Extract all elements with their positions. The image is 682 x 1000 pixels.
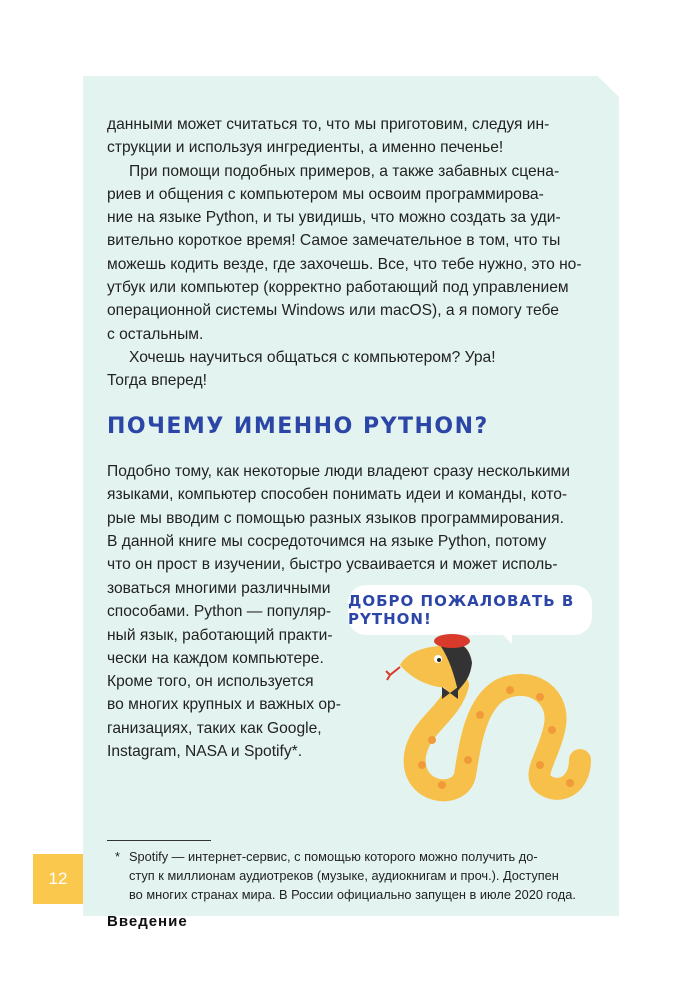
text-line: ный язык, работающий практи- <box>107 626 333 644</box>
python-paragraph-continued <box>107 577 367 763</box>
text-line: вительно короткое время! Самое замечательное в том, что ты <box>107 232 561 250</box>
text-line: При помощи подобных примеров, а также забавных сцена- <box>129 162 560 180</box>
snake-illustration <box>380 625 600 820</box>
text-line: ние на языке Python, и ты увидишь, что можно создать за уди- <box>107 209 561 227</box>
page-number <box>33 854 83 904</box>
footnote-rule <box>107 840 211 841</box>
text-line: данными может считаться то, что мы приготовим, следуя ин- <box>107 116 550 133</box>
footnote-line: ступ к миллионам аудиотреков (музыке, аудиокнигам и проч.). Доступен <box>129 868 559 883</box>
text-line: чески на каждом компьютере. <box>107 649 324 667</box>
text-line: во многих крупных и важных ор- <box>107 696 341 714</box>
speech-bubble-text: ДОБРО ПОЖАЛОВАТЬ В PYTHON! <box>348 592 575 628</box>
text-line: В данной книге мы сосредоточимся на языке Python, потому <box>107 532 547 550</box>
beret <box>434 634 470 648</box>
text-line: риев и общения с компьютером мы освоим программирова- <box>107 185 544 203</box>
snake-body <box>415 685 580 790</box>
text-line: зоваться многими различными <box>107 580 331 597</box>
footnote-line: во многих странах мира. В России официально запущен в июле 2020 года. <box>129 887 576 902</box>
text-line: с остальным. <box>107 325 204 343</box>
text-line: утбук или компьютер (корректно работающий под управлением <box>107 279 569 297</box>
text-line: Тогда вперед! <box>107 372 207 390</box>
text-line: струкции и используя ингредиенты, а именно печенье! <box>107 139 504 157</box>
section-label: Введение <box>107 913 188 930</box>
footnote-line: * Spotify — интернет-сервис, с помощью которого можно получить до- <box>115 849 538 864</box>
python-paragraph <box>107 460 597 576</box>
text-line: рые мы вводим с помощью разных языков программирования. <box>107 509 564 527</box>
text-line: Instagram, NASA и Spotify*. <box>107 743 303 761</box>
text-line: что он прост в изучении, быстро усваивается и может исполь- <box>107 556 558 574</box>
intro-text <box>107 113 597 393</box>
text-line: Подобно тому, как некоторые люди владеют сразу несколькими <box>107 463 570 480</box>
text-line: Хочешь научиться общаться с компьютером? Ура! <box>129 348 496 366</box>
section-heading: ПОЧЕМУ ИМЕННО PYTHON? <box>107 414 489 439</box>
footnote-star: * <box>115 849 120 864</box>
text-line: можешь кодить везде, где захочешь. Все, что тебе нужно, это но- <box>107 255 582 273</box>
text-line: языками, компьютер способен понимать идеи и команды, кото- <box>107 486 568 504</box>
page-number-text: 12 <box>48 869 68 888</box>
text-line: способами. Python — популяр- <box>107 603 332 621</box>
text-line: операционной системы Windows или macOS), а я помогу тебе <box>107 302 559 320</box>
footnote <box>115 847 595 904</box>
text-line: Кроме того, он используется <box>107 673 314 691</box>
text-line: ганизациях, таких как Google, <box>107 719 322 737</box>
snake-tongue <box>386 667 400 680</box>
